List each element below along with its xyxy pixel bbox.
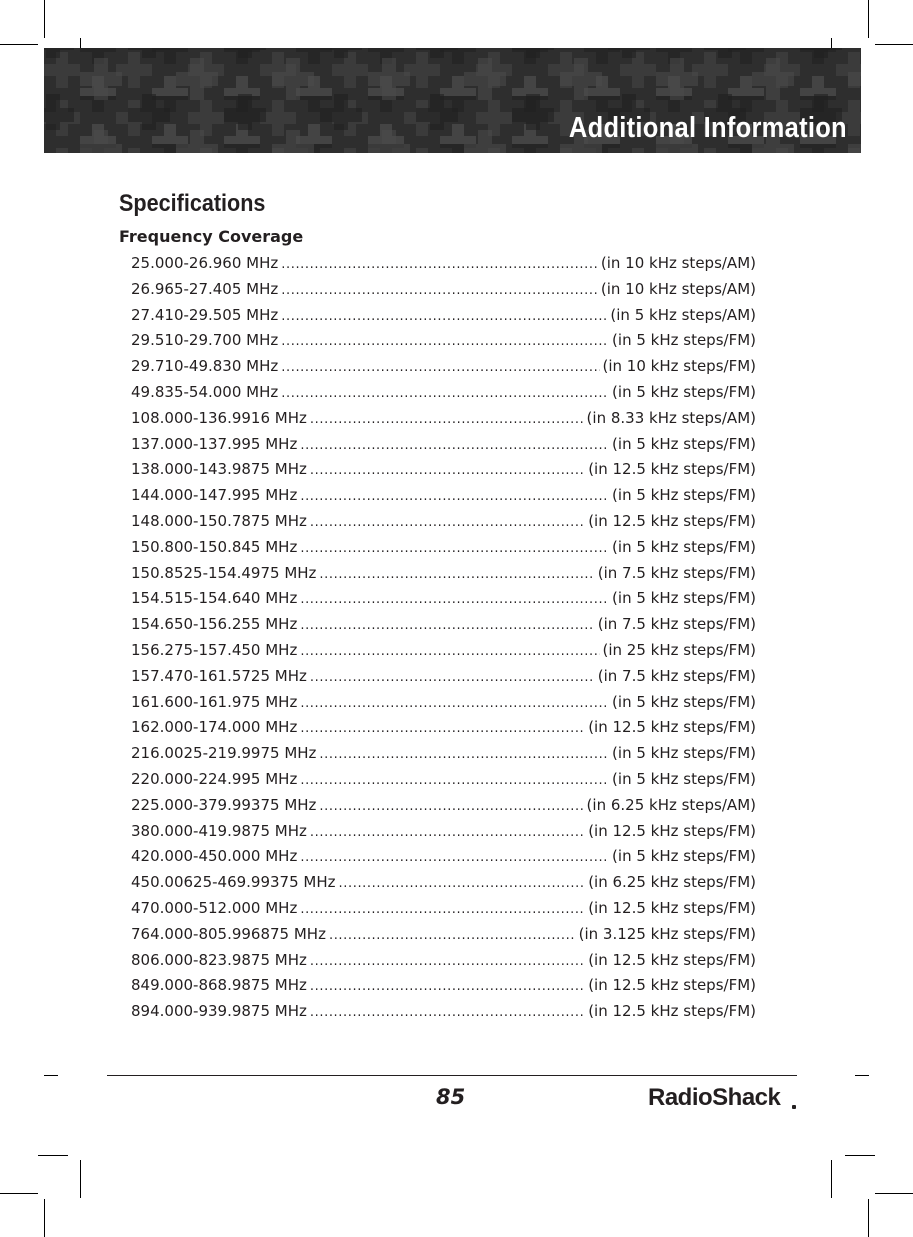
- frequency-step: (in 5 kHz steps/FM): [612, 382, 756, 401]
- frequency-row: [131, 741, 756, 767]
- dot-leader: [310, 1000, 585, 1026]
- frequency-row: [131, 973, 756, 999]
- dot-leader: [300, 536, 609, 562]
- frequency-range: 420.000-450.000 MHz: [131, 847, 298, 866]
- frequency-row: [131, 767, 756, 793]
- frequency-step: (in 6.25 kHz steps/AM): [586, 795, 756, 814]
- crop-mark: [44, 0, 45, 38]
- frequency-range: 220.000-224.995 MHz: [131, 769, 298, 788]
- frequency-step: (in 12.5 kHz steps/FM): [588, 898, 756, 917]
- frequency-range: 29.710-49.830 MHz: [131, 357, 279, 376]
- crop-mark: [0, 1193, 38, 1194]
- dot-leader: [310, 974, 585, 1000]
- crop-mark: [44, 1199, 45, 1237]
- dot-leader: [281, 329, 609, 355]
- frequency-range: 154.515-154.640 MHz: [131, 589, 298, 608]
- frequency-range: 154.650-156.255 MHz: [131, 615, 298, 634]
- dot-leader: [281, 304, 607, 330]
- frequency-step: (in 8.33 kHz steps/AM): [586, 408, 756, 427]
- subsection-title: Frequency Coverage: [119, 227, 304, 246]
- frequency-row: [131, 509, 756, 535]
- frequency-range: 26.965-27.405 MHz: [131, 279, 279, 298]
- frequency-row: [131, 457, 756, 483]
- dot-leader: [300, 484, 609, 510]
- dot-leader: [319, 742, 609, 768]
- frequency-step: (in 5 kHz steps/FM): [612, 537, 756, 556]
- dot-leader: [281, 278, 598, 304]
- frequency-row: [131, 328, 756, 354]
- footer-divider: [107, 1075, 797, 1076]
- frequency-row: [131, 535, 756, 561]
- frequency-step: (in 12.5 kHz steps/FM): [588, 460, 756, 479]
- frequency-range: 150.8525-154.4975 MHz: [131, 563, 317, 582]
- frequency-step: (in 3.125 kHz steps/FM): [578, 924, 756, 943]
- dot-leader: [281, 355, 599, 381]
- frequency-range: 806.000-823.9875 MHz: [131, 950, 307, 969]
- dot-leader: [281, 252, 598, 278]
- frequency-row: [131, 303, 756, 329]
- dot-leader: [310, 407, 584, 433]
- dot-leader: [300, 691, 609, 717]
- frequency-range: 764.000-805.996875 MHz: [131, 924, 326, 943]
- dot-leader: [319, 562, 594, 588]
- section-title: Specifications: [119, 190, 266, 217]
- frequency-range: 138.000-143.9875 MHz: [131, 460, 307, 479]
- frequency-range: 162.000-174.000 MHz: [131, 718, 298, 737]
- page-number: 85: [436, 1085, 466, 1109]
- dot-leader: [300, 639, 599, 665]
- frequency-range: 148.000-150.7875 MHz: [131, 511, 307, 530]
- frequency-range: 157.470-161.5725 MHz: [131, 666, 307, 685]
- frequency-step: (in 10 kHz steps/AM): [600, 254, 756, 272]
- frequency-range: 161.600-161.975 MHz: [131, 692, 298, 711]
- frequency-range: 25.000-26.960 MHz: [131, 254, 279, 272]
- frequency-range: 49.835-54.000 MHz: [131, 382, 279, 401]
- dot-leader: [310, 949, 585, 975]
- dot-leader: [300, 433, 609, 459]
- dot-leader: [319, 794, 583, 820]
- frequency-range: 225.000-379.99375 MHz: [131, 795, 317, 814]
- frequency-row: [131, 690, 756, 716]
- frequency-row: [131, 483, 756, 509]
- crop-mark: [80, 1160, 81, 1198]
- dot-leader: [310, 458, 585, 484]
- frequency-row: [131, 819, 756, 845]
- frequency-row: [131, 380, 756, 406]
- frequency-step: (in 12.5 kHz steps/FM): [588, 511, 756, 530]
- frequency-row: [131, 561, 756, 587]
- dot-leader: [300, 716, 585, 742]
- frequency-step: (in 5 kHz steps/FM): [612, 434, 756, 453]
- frequency-step: (in 12.5 kHz steps/FM): [588, 718, 756, 737]
- crop-mark: [44, 1075, 58, 1076]
- frequency-row: [131, 251, 756, 277]
- frequency-step: (in 12.5 kHz steps/FM): [588, 950, 756, 969]
- crop-mark: [38, 1155, 68, 1156]
- frequency-row: [131, 664, 756, 690]
- frequency-row: [131, 715, 756, 741]
- frequency-row: [131, 844, 756, 870]
- radioshack-logo: RadioShack: [648, 1084, 781, 1111]
- crop-mark: [845, 1155, 875, 1156]
- crop-mark: [875, 44, 913, 45]
- frequency-coverage-list: [131, 251, 756, 1025]
- frequency-row: [131, 277, 756, 303]
- dot-leader: [300, 613, 594, 639]
- frequency-step: (in 10 kHz steps/AM): [600, 279, 756, 298]
- frequency-range: 137.000-137.995 MHz: [131, 434, 298, 453]
- frequency-step: (in 5 kHz steps/FM): [612, 589, 756, 608]
- frequency-step: (in 7.5 kHz steps/FM): [597, 666, 756, 685]
- frequency-row: [131, 612, 756, 638]
- dot-leader: [310, 665, 595, 691]
- frequency-range: 108.000-136.9916 MHz: [131, 408, 307, 427]
- frequency-step: (in 5 kHz steps/FM): [612, 769, 756, 788]
- frequency-step: (in 5 kHz steps/FM): [612, 744, 756, 763]
- frequency-range: 150.800-150.845 MHz: [131, 537, 298, 556]
- logo-dot: [792, 1105, 796, 1109]
- frequency-range: 450.00625-469.99375 MHz: [131, 873, 336, 892]
- crop-mark: [855, 1075, 869, 1076]
- frequency-range: 894.000-939.9875 MHz: [131, 1002, 307, 1021]
- frequency-step: (in 12.5 kHz steps/FM): [588, 821, 756, 840]
- frequency-range: 849.000-868.9875 MHz: [131, 976, 307, 995]
- dot-leader: [339, 871, 586, 897]
- dot-leader: [300, 845, 609, 871]
- dot-leader: [310, 820, 585, 846]
- crop-mark: [831, 1160, 832, 1198]
- frequency-step: (in 7.5 kHz steps/FM): [597, 615, 756, 634]
- frequency-row: [131, 586, 756, 612]
- frequency-step: (in 5 kHz steps/FM): [612, 331, 756, 350]
- dot-leader: [281, 381, 609, 407]
- frequency-step: (in 7.5 kHz steps/FM): [597, 563, 756, 582]
- frequency-range: 216.0025-219.9975 MHz: [131, 744, 317, 763]
- frequency-row: [131, 638, 756, 664]
- dot-leader: [300, 897, 585, 923]
- dot-leader: [329, 923, 576, 949]
- frequency-range: 27.410-29.505 MHz: [131, 305, 279, 324]
- frequency-row: [131, 999, 756, 1025]
- frequency-range: 144.000-147.995 MHz: [131, 486, 298, 505]
- frequency-range: 380.000-419.9875 MHz: [131, 821, 307, 840]
- frequency-row: [131, 922, 756, 948]
- frequency-range: 156.275-157.450 MHz: [131, 640, 298, 659]
- frequency-row: [131, 870, 756, 896]
- frequency-step: (in 12.5 kHz steps/FM): [588, 976, 756, 995]
- frequency-step: (in 5 kHz steps/FM): [612, 847, 756, 866]
- frequency-step: (in 25 kHz steps/FM): [602, 640, 756, 659]
- frequency-step: (in 12.5 kHz steps/FM): [588, 1002, 756, 1021]
- crop-mark: [0, 44, 38, 45]
- frequency-step: (in 10 kHz steps/FM): [602, 357, 756, 376]
- frequency-step: (in 6.25 kHz steps/FM): [588, 873, 756, 892]
- frequency-row: [131, 354, 756, 380]
- frequency-row: [131, 896, 756, 922]
- frequency-row: [131, 793, 756, 819]
- crop-mark: [868, 0, 869, 38]
- dot-leader: [310, 510, 585, 536]
- crop-mark: [875, 1193, 913, 1194]
- frequency-row: [131, 948, 756, 974]
- frequency-row: [131, 432, 756, 458]
- crop-mark: [868, 1199, 869, 1237]
- dot-leader: [300, 768, 609, 794]
- page-header-title: Additional Information: [569, 112, 847, 144]
- frequency-step: (in 5 kHz steps/FM): [612, 486, 756, 505]
- frequency-step: (in 5 kHz steps/FM): [612, 692, 756, 711]
- frequency-range: 470.000-512.000 MHz: [131, 898, 298, 917]
- dot-leader: [300, 587, 609, 613]
- frequency-row: [131, 406, 756, 432]
- frequency-step: (in 5 kHz steps/AM): [610, 305, 756, 324]
- frequency-range: 29.510-29.700 MHz: [131, 331, 279, 350]
